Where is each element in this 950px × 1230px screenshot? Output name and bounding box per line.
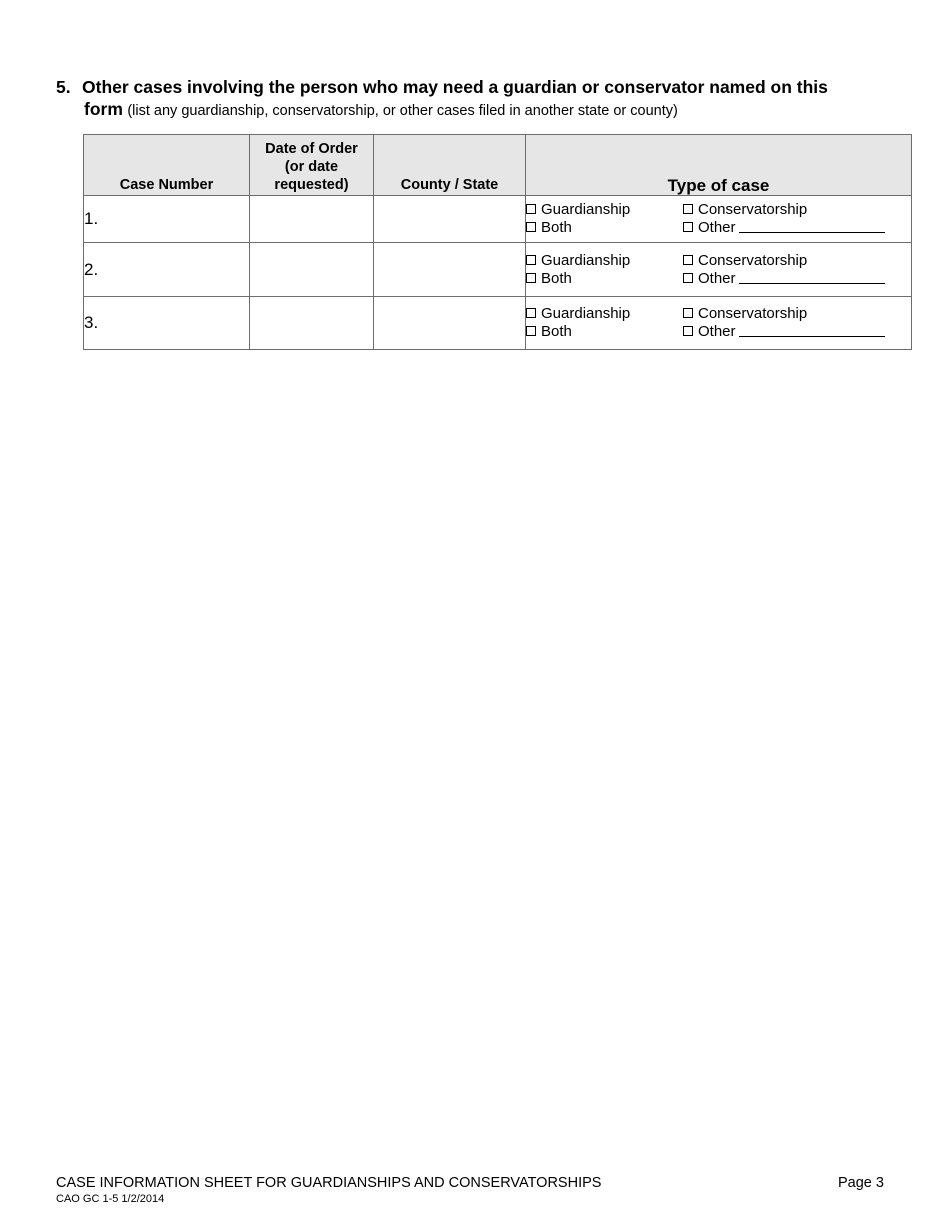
other-option[interactable]	[683, 219, 911, 237]
row-label: 3.	[84, 313, 99, 332]
both-option[interactable]	[526, 270, 683, 288]
other-cases-table	[83, 134, 912, 350]
conservatorship-checkbox[interactable]	[683, 308, 693, 318]
other-option[interactable]	[683, 323, 911, 341]
other-checkbox[interactable]	[683, 326, 693, 336]
table-row	[84, 297, 912, 350]
header-date-line1: Date of Order	[265, 141, 358, 157]
case-number-cell[interactable]	[84, 243, 250, 297]
other-blank-line[interactable]	[739, 324, 885, 337]
other-option[interactable]	[683, 270, 911, 288]
header-county-state: County / State	[374, 135, 526, 196]
header-date-line3: requested)	[274, 177, 349, 193]
guardianship-option[interactable]	[526, 252, 683, 270]
guardianship-checkbox[interactable]	[526, 255, 536, 265]
date-of-order-cell[interactable]	[250, 196, 374, 243]
other-label: Other	[698, 219, 736, 236]
guardianship-checkbox[interactable]	[526, 204, 536, 214]
header-date-of-order	[250, 135, 374, 196]
both-checkbox[interactable]	[526, 222, 536, 232]
county-state-cell[interactable]	[374, 196, 526, 243]
both-label: Both	[541, 219, 572, 236]
conservatorship-checkbox[interactable]	[683, 255, 693, 265]
other-label: Other	[698, 269, 736, 287]
conservatorship-checkbox[interactable]	[683, 204, 693, 214]
guardianship-label: Guardianship	[541, 201, 631, 218]
both-checkbox[interactable]	[526, 326, 536, 336]
guardianship-label: Guardianship	[541, 305, 631, 322]
conservatorship-label: Conservatorship	[698, 201, 808, 218]
header-type-of-case: Type of case	[526, 135, 912, 196]
section-number: 5.	[56, 77, 71, 97]
other-checkbox[interactable]	[683, 273, 693, 283]
section-instructions: (list any guardianship, conservatorship, or other cases filed in another state or county)	[127, 103, 678, 119]
date-of-order-cell[interactable]	[250, 243, 374, 297]
case-number-cell[interactable]	[84, 196, 250, 243]
table-header-row	[84, 135, 912, 196]
section-title	[56, 76, 936, 98]
row-label: 1.	[84, 209, 99, 228]
type-of-case-cell	[526, 243, 912, 297]
conservatorship-option[interactable]	[683, 305, 911, 323]
row-label: 2.	[84, 259, 99, 279]
section-title-continued	[84, 98, 936, 122]
footer-title: CASE INFORMATION SHEET FOR GUARDIANSHIPS AND CONSERVATORSHIPS	[56, 1175, 602, 1191]
conservatorship-label: Conservatorship	[698, 305, 808, 322]
conservatorship-label: Conservatorship	[698, 251, 808, 269]
other-checkbox[interactable]	[683, 222, 693, 232]
other-blank-line[interactable]	[739, 271, 885, 284]
type-of-case-cell	[526, 297, 912, 350]
header-date-line2: (or date	[284, 159, 339, 175]
both-option[interactable]	[526, 219, 683, 237]
conservatorship-option[interactable]	[683, 252, 911, 270]
guardianship-label: Guardianship	[541, 251, 631, 269]
county-state-cell[interactable]	[374, 243, 526, 297]
section-title-text: Other cases involving the person who may need a guardian or conservator named on this	[82, 77, 828, 97]
both-option[interactable]	[526, 323, 683, 341]
section-title-form: form	[84, 99, 123, 119]
both-checkbox[interactable]	[526, 273, 536, 283]
guardianship-option[interactable]	[526, 201, 683, 219]
other-blank-line[interactable]	[739, 220, 885, 233]
conservatorship-option[interactable]	[683, 201, 911, 219]
guardianship-option[interactable]	[526, 305, 683, 323]
county-state-cell[interactable]	[374, 297, 526, 350]
table-row	[84, 196, 912, 243]
both-label: Both	[541, 269, 572, 287]
case-number-cell[interactable]	[84, 297, 250, 350]
header-case-number: Case Number	[84, 135, 250, 196]
both-label: Both	[541, 323, 572, 340]
date-of-order-cell[interactable]	[250, 297, 374, 350]
form-code: CAO GC 1-5 1/2/2014	[56, 1193, 165, 1205]
table-row	[84, 243, 912, 297]
section-heading	[56, 76, 936, 122]
guardianship-checkbox[interactable]	[526, 308, 536, 318]
other-label: Other	[698, 323, 736, 340]
page-number: Page 3	[838, 1175, 884, 1191]
type-of-case-cell	[526, 196, 912, 243]
